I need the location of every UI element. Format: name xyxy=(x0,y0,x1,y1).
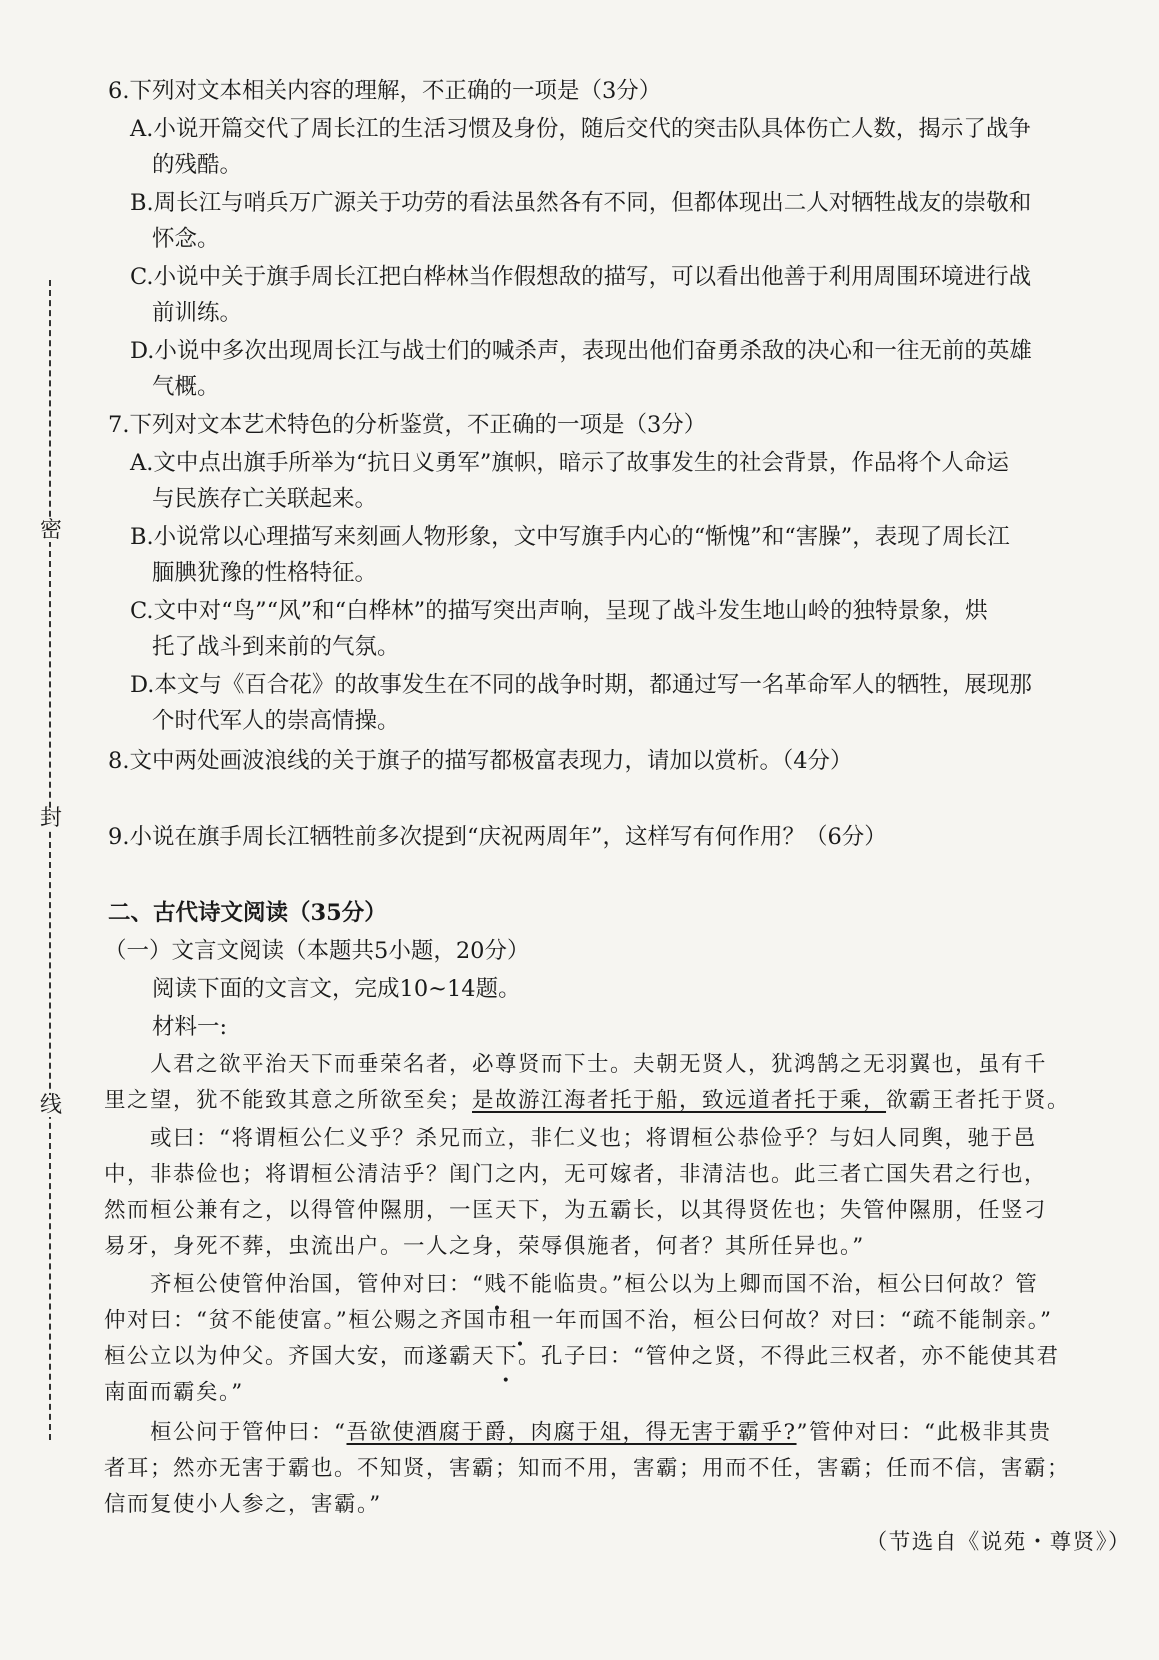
classical-p3-line2-end: 一年而国不治，桓公曰何故？对曰：“疏不能制亲。” xyxy=(532,1308,1053,1333)
classical-p3-line4: 南面而霸矣。” xyxy=(104,1380,244,1405)
question-6-option-d-cont: 气概。 xyxy=(152,374,220,400)
question-7-option-c-cont: 托了战斗到来前的气氛。 xyxy=(152,634,400,660)
classical-p1-line2-start: 里之望，犹不能致其意之所欲至矣； xyxy=(104,1088,473,1113)
question-6-option-a: A.小说开篇交代了周长江的生活习惯及身份，随后交代的突击队具体伤亡人数，揭示了战争 xyxy=(130,116,1031,142)
question-7-option-b: B.小说常以心理描写来刻画人物形象，文中写旗手内心的“惭愧”和“害臊”，表现了周长江 xyxy=(130,524,1010,550)
binding-margin xyxy=(40,280,63,1440)
classical-p2-line3: 然而桓公兼有之，以得管仲隰朋，一匡天下，为五霸长，以其得贤佐也；失管仲隰朋，任竖刁 xyxy=(104,1198,1048,1223)
question-7-option-d: D.本文与《百合花》的故事发生在不同的战争时期，都通过写一名革命军人的牺牲，展现那 xyxy=(130,672,1032,698)
binding-char-mi: 密 xyxy=(40,518,63,543)
source-citation: （节选自《说苑・尊贤》） xyxy=(865,1530,1131,1555)
question-6-option-d: D.小说中多次出现周长江与战士们的喊杀声，表现出他们奋勇杀敌的决心和一往无前的英雄 xyxy=(130,338,1032,364)
question-7-option-b-cont: 腼腆犹豫的性格特征。 xyxy=(152,560,378,586)
classical-p3-line3-end: 。孔子曰：“管仲之贤，不得此三权者，亦不能使其君 xyxy=(518,1344,1060,1369)
binding-char-xian: 线 xyxy=(40,1093,63,1118)
dotted-char-shi: 市 xyxy=(486,1308,510,1333)
classical-p2-line2: 中，非恭俭也；将谓桓公清洁乎？闺门之内，无可嫁者，非清洁也。此三者亡国失君之行也， xyxy=(104,1162,1048,1187)
question-6-option-c: C.小说中关于旗手周长江把白桦林当作假想敌的描写，可以看出他善于利用周围环境进行战 xyxy=(130,264,1032,290)
question-7-option-a-cont: 与民族存亡关联起来。 xyxy=(152,486,378,512)
question-7-stem: 7.下列对文本艺术特色的分析鉴赏，不正确的一项是（3分） xyxy=(108,412,707,438)
question-6-stem: 6.下列对文本相关内容的理解，不正确的一项是（3分） xyxy=(108,78,662,104)
classical-p4-line3: 信而复使小人参之，害霸。” xyxy=(104,1492,382,1517)
reading-instruction: 阅读下面的文言文，完成10~14题。 xyxy=(152,976,521,1002)
question-8: 8.文中两处画波浪线的关于旗子的描写都极富表现力，请加以赏析。（4分） xyxy=(108,748,853,774)
question-9: 9.小说在旗手周长江牺牲前多次提到“庆祝两周年”，这样写有何作用？（6分） xyxy=(108,824,887,850)
classical-p3-line2-start: 仲对曰：“贫不能使富。”桓公赐之齐国 xyxy=(104,1308,487,1333)
classical-p4-line2: 者耳；然亦无害于霸也。不知贤，害霸；知而不用，害霸；用而不任，害霸；任而不信，害霸； xyxy=(104,1456,1071,1481)
classical-p3-line3 xyxy=(104,1342,1060,1372)
binding-dashed-line xyxy=(49,280,51,1440)
question-6-option-c-cont: 前训练。 xyxy=(152,300,243,326)
section-2-heading: 二、古代诗文阅读（35分） xyxy=(108,900,387,926)
underlined-sentence-2: 吾欲使酒腐于爵，肉腐于俎，得无害于霸乎? xyxy=(346,1420,797,1445)
classical-p2-line4: 易牙，身死不葬，虫流出户。一人之身，荣辱俱施者，何者？其所任异也。” xyxy=(104,1234,865,1259)
question-7-option-a: A.文中点出旗手所举为“抗日义勇军”旗帜，暗示了故事发生的社会背景，作品将个人命运 xyxy=(130,450,1009,476)
question-6-option-b: B.周长江与哨兵万广源关于功劳的看法虽然各有不同，但都体现出二人对牺牲战友的崇敬和 xyxy=(130,190,1032,216)
underlined-sentence-1: 是故游江海者托于船，致远道者托于乘， xyxy=(472,1088,887,1113)
question-6-option-b-cont: 怀念。 xyxy=(152,226,220,252)
dotted-char-xia: 下 xyxy=(495,1344,519,1369)
question-6-option-a-cont: 的残酷。 xyxy=(152,152,243,178)
classical-p1-line2 xyxy=(104,1086,1070,1116)
question-7-option-d-cont: 个时代军人的崇高情操。 xyxy=(152,708,400,734)
classical-p3-line3-start: 桓公立以为仲父。齐国大安，而遂霸天 xyxy=(104,1344,496,1369)
dotted-char-zu: 租 xyxy=(509,1308,533,1333)
classical-p4-line1 xyxy=(150,1418,1052,1448)
classical-p4-line1-end: ”管仲对曰：“此极非其贵 xyxy=(796,1420,1052,1445)
classical-p4-line1-start: 桓公问于管仲曰：“ xyxy=(150,1420,347,1445)
classical-p3-line2 xyxy=(104,1306,1053,1336)
classical-p1-line2-end: 欲霸王者托于贤。 xyxy=(886,1088,1071,1113)
binding-char-feng: 封 xyxy=(40,806,63,831)
question-7-option-c: C.文中对“鸟”“风”和“白桦林”的描写突出声响，呈现了战斗发生地山岭的独特景象，烘 xyxy=(130,598,988,624)
classical-p2-line1: 或曰：“将谓桓公仁义乎？杀兄而立，非仁义也；将谓桓公恭俭乎？与妇人同舆，驰于邑 xyxy=(150,1126,1037,1151)
material-1-label: 材料一: xyxy=(152,1014,228,1040)
subsection-1-heading: （一）文言文阅读（本题共5小题，20分） xyxy=(104,938,530,964)
classical-p3-line1: 齐桓公使管仲治国，管仲对曰：“贱不能临贵。”桓公以为上卿而国不治，桓公曰何故？管 xyxy=(150,1272,1039,1297)
classical-p1-line1: 人君之欲平治天下而垂荣名者，必尊贤而下士。夫朝无贤人，犹鸿鹄之无羽翼也，虽有千 xyxy=(150,1052,1048,1077)
